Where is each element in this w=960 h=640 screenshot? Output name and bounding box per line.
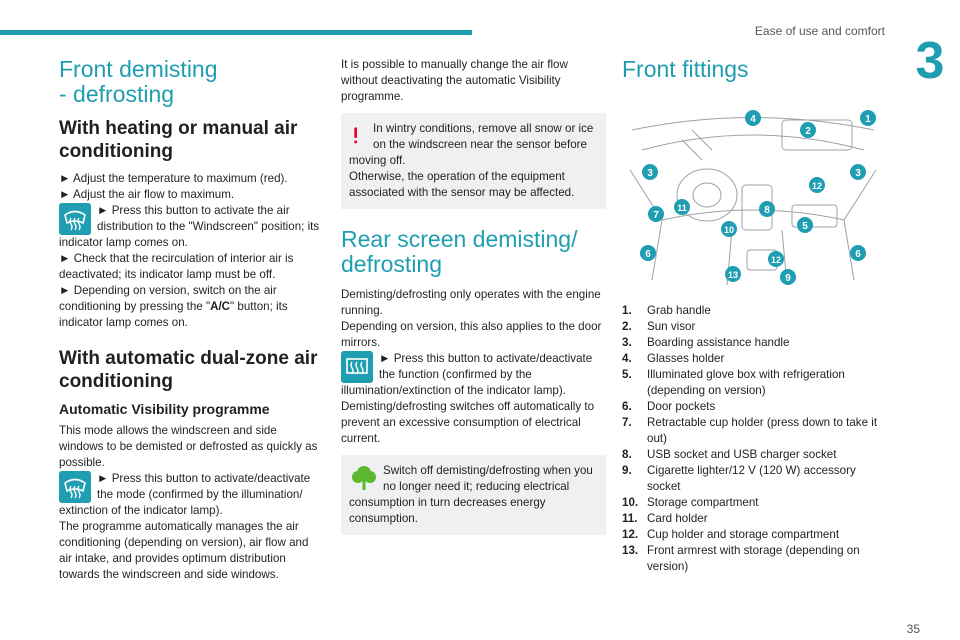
- heading-visibility-programme: Automatic Visibility programme: [59, 401, 270, 417]
- heading-line: - defrosting: [59, 81, 175, 107]
- list-item-number: 4.: [622, 352, 632, 365]
- step-windscreen-button: [59, 203, 324, 251]
- rear-mirrors-paragraph: Depending on version, this also applies to the door mirrors.: [341, 320, 602, 349]
- column-front-demisting: [59, 57, 324, 583]
- list-item-label: Cup holder and storage compartment: [647, 528, 840, 541]
- heading-manual-ac: With heating or manual air conditioning: [59, 118, 298, 162]
- chapter-number: 3: [915, 32, 945, 90]
- callout-label: 6: [855, 249, 861, 260]
- warning-icon: [349, 121, 369, 151]
- eco-note: [341, 455, 606, 535]
- column-front-fittings: [622, 57, 884, 575]
- list-item-label: Sun visor: [647, 320, 696, 333]
- list-item-label: Illuminated glove box with refrigeration (depending on version): [647, 368, 845, 397]
- callout-label: 6: [645, 249, 651, 260]
- step-recirculation: ► Check that the recirculation of interior air is deactivated; its indicator lamp must be off.: [59, 252, 294, 281]
- section-heading-front-demisting: [59, 57, 324, 107]
- list-item-number: 7.: [622, 416, 632, 429]
- list-item-label: Cigarette lighter/12 V (120 W) accessory socket: [647, 464, 856, 493]
- list-item-label: Card holder: [647, 512, 708, 525]
- section-heading-rear-demisting: [341, 227, 606, 277]
- eco-text: Switch off demisting/defrosting when you no longer need it; reducing electrical consumption in turn decreases energy consumption.: [349, 464, 593, 525]
- section-title: Ease of use and comfort: [754, 24, 885, 38]
- list-item-label: Storage compartment: [647, 496, 759, 509]
- step-rear-button: [341, 351, 606, 399]
- list-item: [622, 319, 884, 335]
- list-item: [622, 447, 884, 463]
- eco-tree-icon: [349, 463, 379, 493]
- windscreen-demist-icon: [59, 203, 91, 235]
- step-visibility-button: [59, 471, 324, 519]
- list-item: [622, 495, 884, 511]
- callout-label: 3: [855, 168, 861, 179]
- callout-label: 5: [802, 221, 808, 232]
- warning-note: [341, 113, 606, 209]
- list-item: [622, 303, 884, 319]
- list-item-number: 5.: [622, 368, 632, 381]
- callout-label: 12: [770, 255, 782, 265]
- list-item-number: 9.: [622, 464, 632, 477]
- callout-label: 13: [727, 270, 739, 280]
- step-visibility-text: ► Press this button to activate/deactivate the mode (confirmed by the illumination/ extinction of the indicator lamp).: [59, 472, 311, 517]
- list-item-number: 2.: [622, 320, 632, 333]
- visibility-programme-paragraph: The programme automatically manages the air conditioning (depending on version), air flow and air intake, and provides optimum distribution towards the windscreen and side windows.: [59, 520, 309, 581]
- list-item-label: Grab handle: [647, 304, 711, 317]
- step-rear-text: ► Press this button to activate/deactivate the function (confirmed by the illumination/extinction of the indicator lamp).: [341, 352, 593, 397]
- list-item-label: Front armrest with storage (depending on version): [647, 544, 860, 573]
- list-item-label: Retractable cup holder (press down to take it out): [647, 416, 878, 445]
- step-air-flow: ► Adjust the air flow to maximum.: [59, 188, 235, 201]
- list-item: [622, 335, 884, 351]
- list-item-number: 10.: [622, 496, 639, 509]
- list-item-number: 13.: [622, 544, 639, 557]
- list-item: [622, 543, 884, 575]
- list-item-number: 11.: [622, 512, 638, 525]
- windscreen-demist-icon: [59, 471, 91, 503]
- column-rear-demisting: [341, 57, 606, 545]
- callout-label: 1: [865, 114, 871, 125]
- list-item-number: 1.: [622, 304, 632, 317]
- header-accent-bar: [0, 30, 472, 35]
- list-item: [622, 527, 884, 543]
- list-item-label: USB socket and USB charger socket: [647, 448, 837, 461]
- front-fittings-list: [622, 303, 884, 575]
- list-item: [622, 351, 884, 367]
- heading-line: Rear screen demisting/: [341, 226, 578, 252]
- list-item: [622, 511, 884, 527]
- list-item-label: Door pockets: [647, 400, 716, 413]
- rear-engine-paragraph: Demisting/defrosting only operates with the engine running.: [341, 288, 601, 317]
- list-item: [622, 463, 884, 495]
- rear-screen-demist-icon: [341, 351, 373, 383]
- callout-label: 10: [723, 225, 735, 235]
- list-item-number: 8.: [622, 448, 632, 461]
- visibility-description: This mode allows the windscreen and side windows to be demisted or defrosted as quickly as possible.: [59, 424, 318, 469]
- page-number: 35: [906, 622, 920, 636]
- callout-label: 4: [750, 114, 756, 125]
- callout-label: 9: [785, 273, 791, 284]
- section-heading-front-fittings: Front fittings: [622, 56, 749, 82]
- list-item-number: 12.: [622, 528, 639, 541]
- callout-label: 3: [647, 168, 653, 179]
- list-item-number: 3.: [622, 336, 632, 349]
- manual-change-paragraph: It is possible to manually change the air flow without deactivating the automatic Visibility programme.: [341, 58, 568, 103]
- callout-label: 11: [677, 203, 687, 213]
- list-item: [622, 367, 884, 399]
- warning-text-1: In wintry conditions, remove all snow or ice on the windscreen near the sensor before moving off.: [349, 122, 594, 167]
- callout-label: 8: [764, 205, 770, 216]
- list-item: [622, 399, 884, 415]
- step-ac-post: " button; its indicator lamp comes on.: [59, 300, 288, 329]
- list-item-number: 6.: [622, 400, 632, 413]
- callout-label: 12: [811, 181, 823, 191]
- list-item: [622, 415, 884, 447]
- heading-line: Front demisting: [59, 56, 218, 82]
- cabin-diagram: [622, 110, 884, 288]
- ac-button-label: A/C: [210, 300, 231, 313]
- heading-line: defrosting: [341, 251, 443, 277]
- rear-auto-off-paragraph: Demisting/defrosting switches off automatically to prevent an excessive consumption of electrical current.: [341, 400, 595, 445]
- callout-label: 7: [653, 210, 659, 221]
- warning-text-2: Otherwise, the operation of the equipment associated with the sensor may be affected.: [349, 170, 575, 199]
- step-ac: [59, 283, 324, 331]
- step-ac-pre: ► Depending on version, switch on the air conditioning by pressing the ": [59, 284, 277, 313]
- step-windscreen-text: ► Press this button to activate the air distribution to the "Windscreen" position; its indicator lamp comes on.: [59, 204, 320, 249]
- list-item-label: Boarding assistance handle: [647, 336, 790, 349]
- step-temperature: ► Adjust the temperature to maximum (red).: [59, 172, 288, 185]
- heading-auto-ac: With automatic dual-zone air conditioning: [59, 348, 318, 392]
- callout-label: 2: [805, 126, 811, 137]
- list-item-label: Glasses holder: [647, 352, 725, 365]
